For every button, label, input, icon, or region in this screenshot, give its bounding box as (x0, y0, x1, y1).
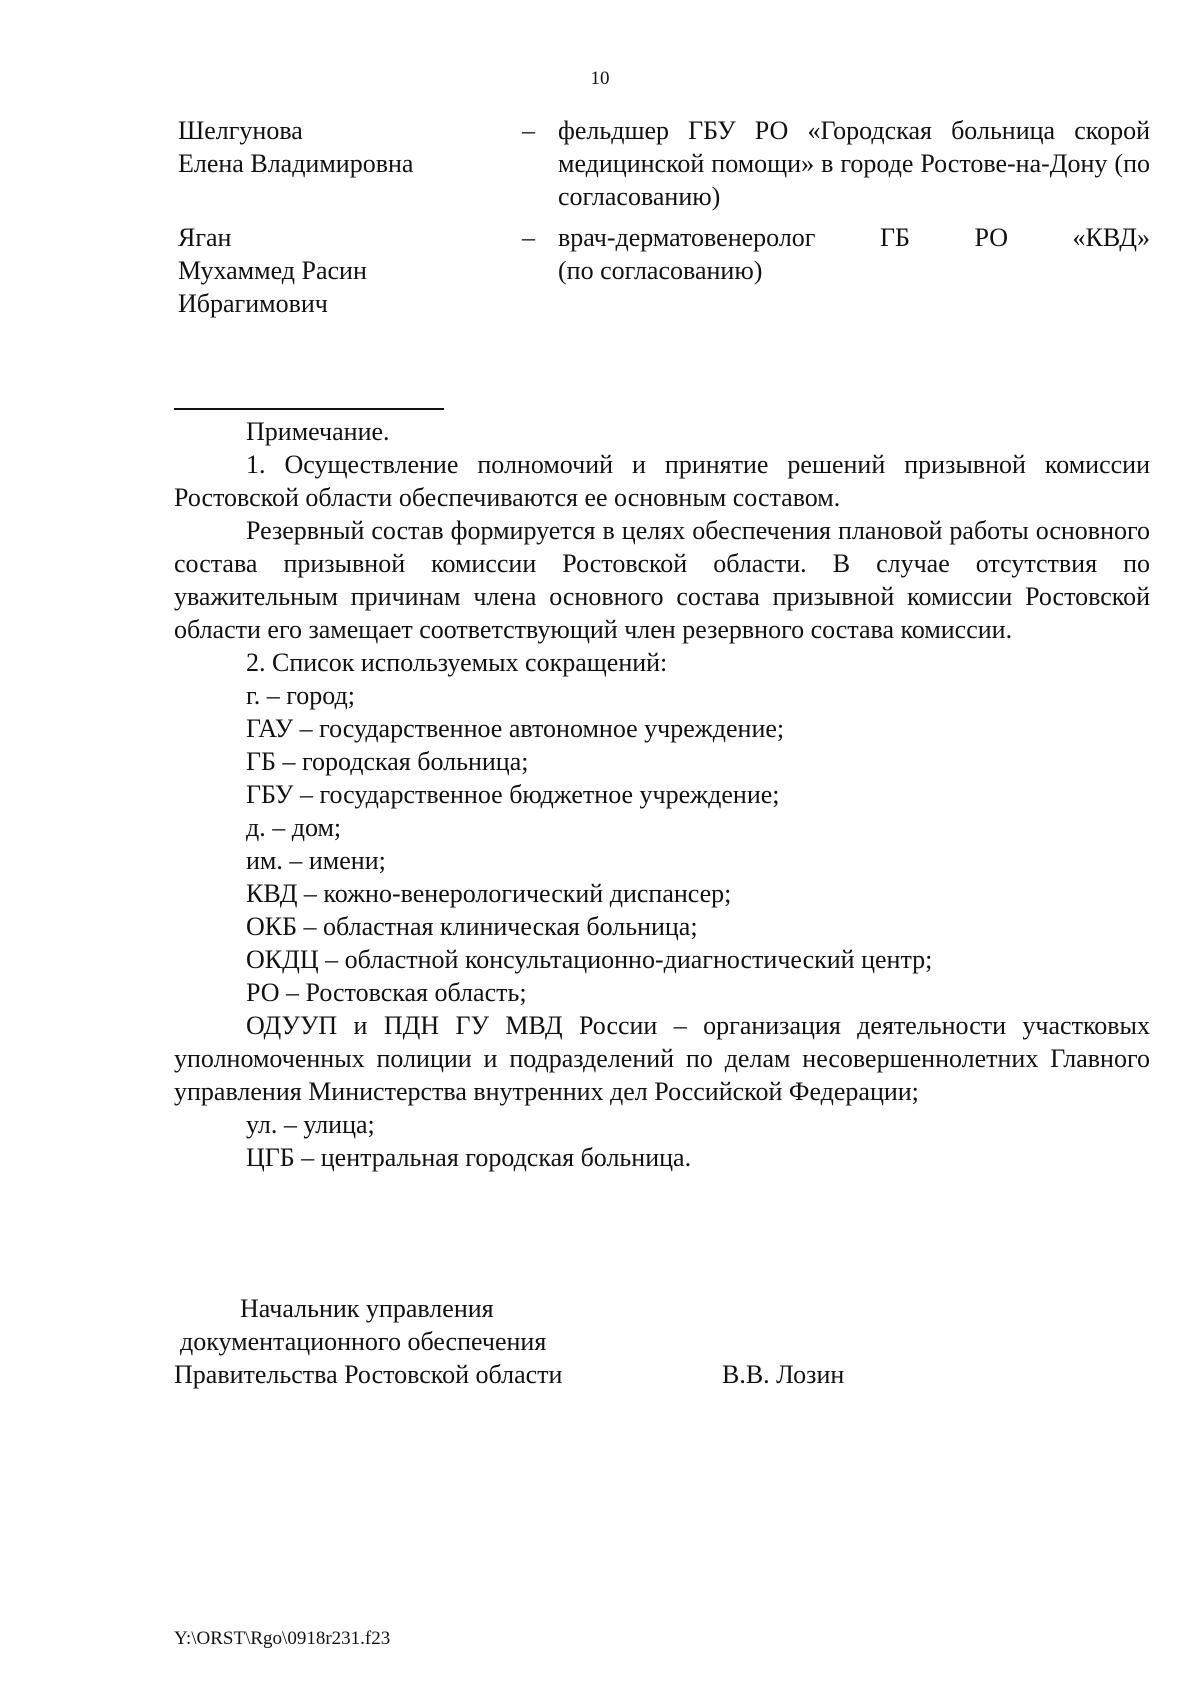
member-dash: – (522, 116, 535, 145)
abbreviation-item: г. – город; (246, 681, 355, 710)
signature-position-line-3: Правительства Ростовской области (174, 1360, 563, 1389)
member-entry (178, 221, 1150, 320)
separator-line (174, 408, 444, 410)
member-role: фельдшер ГБУ РО «Городская больница скорой медицинской помощи» в городе Ростове-на-Дону (по согласованию) (558, 116, 1150, 211)
member-name (178, 221, 518, 320)
file-path: Y:\ORST\Rgo\0918r231.f23 (174, 1628, 391, 1649)
abbreviation-item: ЦГБ – центральная городская больница. (246, 1143, 692, 1172)
signature-position-line-2: документационного обеспечения (180, 1327, 547, 1356)
member-dash: – (522, 223, 535, 252)
member-role (558, 221, 1150, 287)
notes-section (174, 415, 1150, 1174)
abbreviation-item: ОКБ – областная клиническая больница; (246, 912, 698, 941)
member-patronymic: Ибрагимович (178, 289, 328, 318)
abbreviation-item: ОКДЦ – областной консультационно-диагностический центр; (246, 945, 933, 974)
abbreviation-item: РО – Ростовская область; (246, 978, 527, 1007)
member-name (178, 114, 518, 180)
abbreviation-item: им. – имени; (246, 846, 386, 875)
signature-block (174, 1292, 1150, 1391)
page-number: 10 (590, 68, 610, 89)
abbreviation-item: д. – дом; (246, 813, 342, 842)
notes-heading: Примечание. (246, 417, 390, 446)
role-word: врач-дерматовенеролог (558, 223, 816, 252)
signature-position-line-1: Начальник управления (240, 1294, 494, 1323)
member-given-name: Мухаммед Расин (178, 256, 367, 285)
member-surname: Яган (178, 223, 232, 252)
note-item-2: 2. Список используемых сокращений: (246, 648, 668, 677)
member-given-names: Елена Владимировна (178, 149, 414, 178)
abbreviation-item: КВД – кожно-венерологический диспансер; (246, 879, 732, 908)
member-surname: Шелгунова (178, 116, 303, 145)
note-reserve-paragraph: Резервный состав формируется в целях обеспечения плановой работы основного состава призывной комиссии Ростовской области. В случае отсутствия по уважительным причинам члена основного состава призывной комиссии Ростовской области его замещает соответствующий член резервного состава комиссии. (174, 516, 1150, 644)
member-role-line: (по согласованию) (558, 256, 763, 285)
role-word: ГБ (879, 223, 910, 252)
role-word: РО (974, 223, 1009, 252)
member-role-line (558, 221, 1150, 254)
note-item-1: 1. Осуществление полномочий и принятие решений призывной комиссии Ростовской области обеспечиваются ее основным составом. (174, 450, 1150, 512)
abbreviation-item: ГБУ – государственное бюджетное учреждение; (246, 780, 780, 809)
abbreviation-item: ГБ – городская больница; (246, 747, 529, 776)
role-word: «КВД» (1072, 223, 1150, 252)
signer-name: В.В. Лозин (722, 1360, 845, 1389)
abbreviation-item: ул. – улица; (246, 1110, 375, 1139)
member-entry (178, 114, 1150, 213)
abbreviation-item: ГАУ – государственное автономное учреждение; (246, 714, 785, 743)
abbreviation-item-oduup: ОДУУП и ПДН ГУ МВД России – организация деятельности участковых уполномоченных полиции и подразделений по делам несовершеннолетних Главного управления Министерства внутренних дел Российской Федерации; (174, 1011, 1150, 1106)
